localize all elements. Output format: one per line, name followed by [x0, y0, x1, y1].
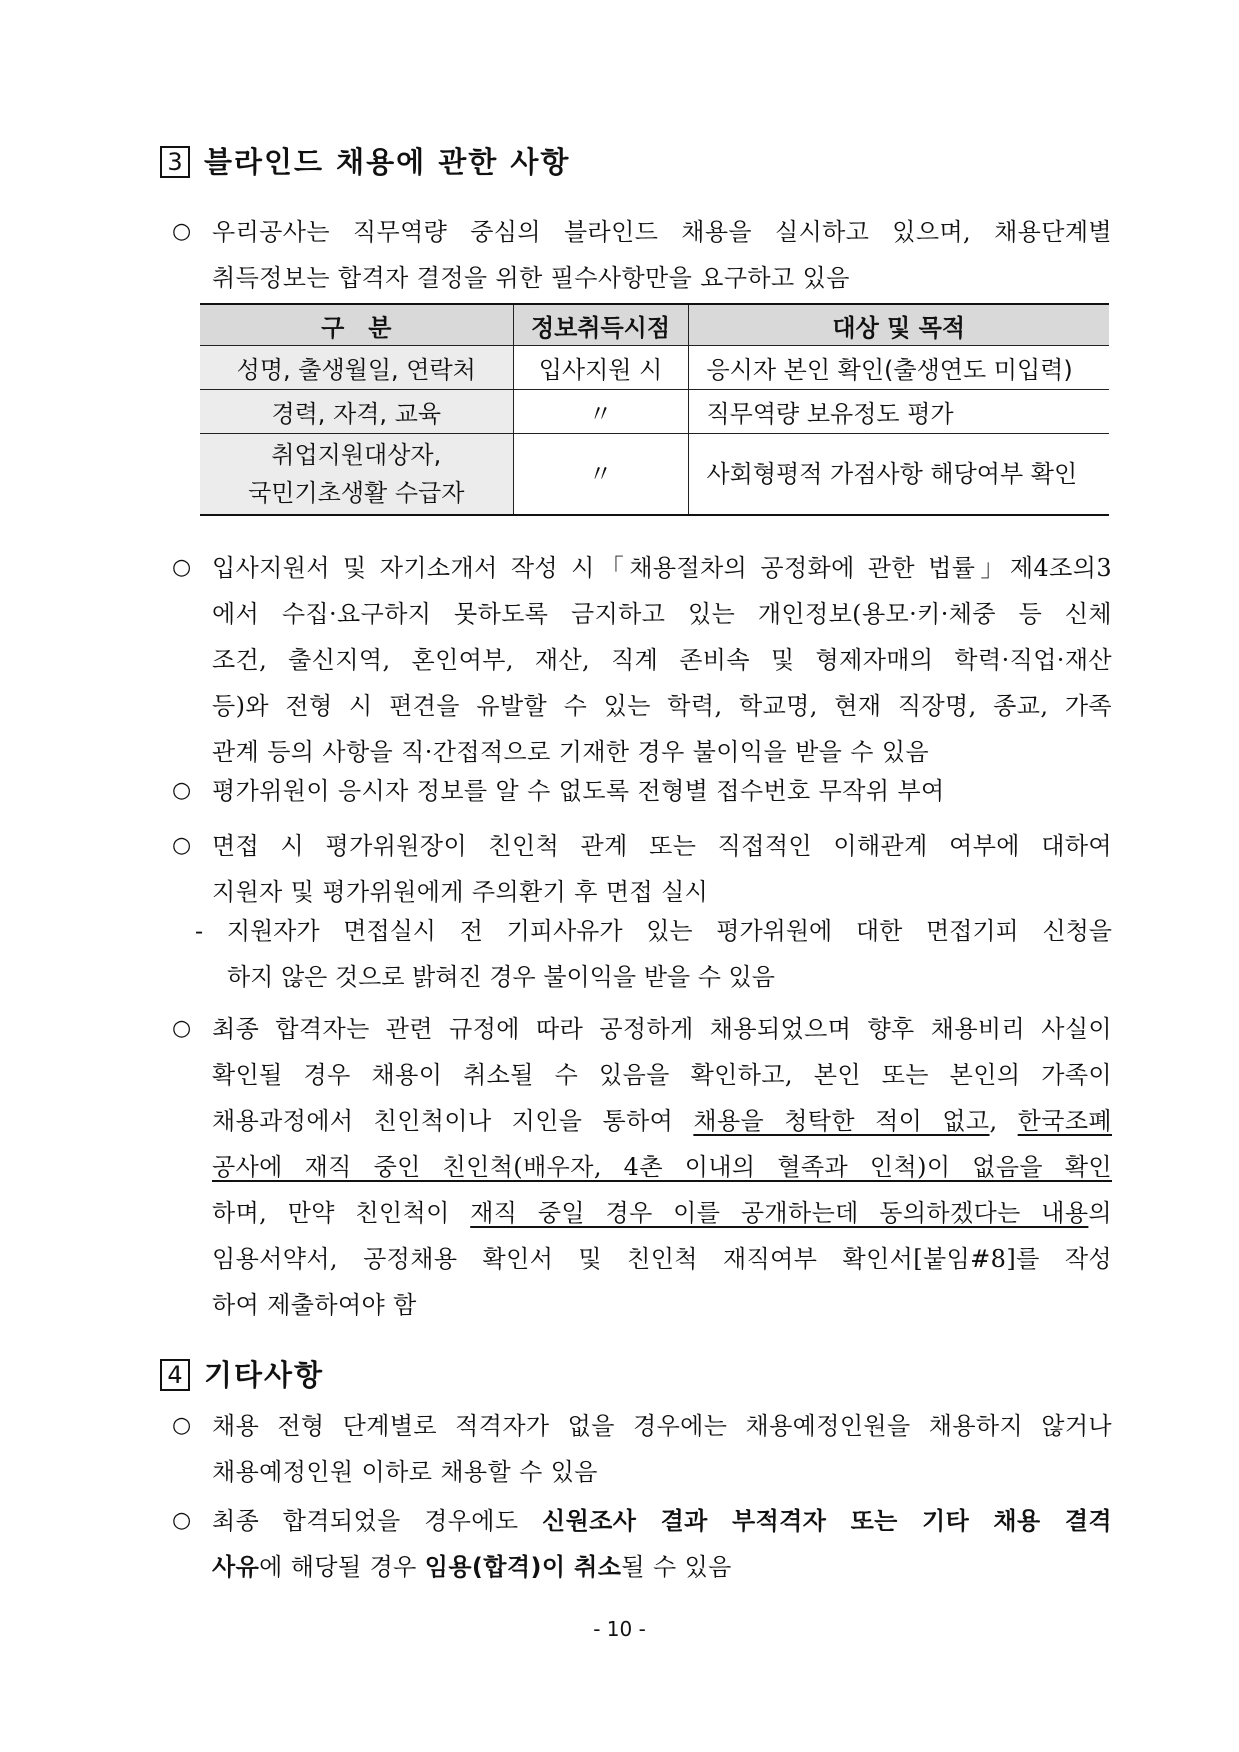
text-segment: 의	[1088, 1199, 1112, 1227]
cell-purpose: 사회형평적 가점사항 해당여부 확인	[688, 434, 1109, 516]
cell-category: 경력, 자격, 교육	[200, 390, 513, 434]
text-segment: 채용과정에서 친인척이나 지인을 통하여	[212, 1107, 694, 1135]
text-line: 최종 합격자는 관련 규정에 따라 공정하게 채용되었으며 향후 채용비리 사실이	[212, 1015, 1112, 1043]
section-4-number: 4	[160, 1359, 190, 1391]
text-line: 취득정보는 합격자 결정을 위한 필수사항만을 요구하고 있음	[212, 264, 850, 292]
no-qualified-paragraph	[172, 1403, 1112, 1495]
section-3-number: 3	[160, 146, 190, 178]
section-3-title: 블라인드 채용에 관한 사항	[204, 145, 571, 179]
underlined-text: 재직 중일 경우 이를 공개하는데 동의하겠다는 내용	[470, 1199, 1089, 1227]
text-line	[212, 1190, 1112, 1236]
bullet-circle-icon: ○	[172, 555, 192, 580]
table-row	[200, 434, 1109, 516]
intro-paragraph	[172, 209, 1112, 301]
table-header-row	[200, 304, 1109, 346]
section-4-heading	[160, 1353, 324, 1394]
text-line	[212, 1498, 1112, 1544]
bullet-circle-icon: ○	[172, 833, 192, 858]
text-segment: 하며, 만약 친인척이	[212, 1199, 471, 1227]
info-collection-table	[200, 303, 1109, 516]
text-line: 하여 제출하여야 함	[212, 1291, 417, 1319]
bullet-circle-icon: ○	[172, 1016, 192, 1041]
text-line: 채용 전형 단계별로 적격자가 없을 경우에는 채용예정인원을 채용하지 않거나	[212, 1412, 1112, 1440]
interview-sub-item	[195, 908, 1112, 1000]
cell-timing: 〃	[513, 390, 688, 434]
text-line: 평가위원이 응시자 정보를 알 수 없도록 전형별 접수번호 무작위 부여	[212, 777, 945, 805]
cancellation-paragraph	[172, 1498, 1112, 1590]
underlined-text: 한국조폐	[1017, 1107, 1112, 1135]
section-4-title: 기타사항	[204, 1358, 325, 1392]
text-line: 채용예정인원 이하로 채용할 수 있음	[212, 1458, 598, 1486]
cell-purpose: 직무역량 보유정도 평가	[688, 390, 1109, 434]
bold-text: 신원조사 결과 부적격자 또는 기타 채용 결격	[542, 1507, 1113, 1535]
bold-text: 임용(합격)이 취소	[424, 1553, 622, 1581]
page-number: - 10 -	[593, 1617, 646, 1641]
bullet-circle-icon: ○	[172, 1413, 192, 1438]
cell-category-line: 취업지원대상자,	[271, 441, 442, 469]
column-header-timing: 정보취득시점	[513, 304, 688, 346]
evaluator-anonymity-paragraph	[172, 768, 1112, 814]
personal-info-paragraph	[172, 545, 1112, 775]
bullet-circle-icon: ○	[172, 1508, 192, 1533]
bullet-circle-icon: ○	[172, 778, 192, 803]
text-segment: 될 수 있음	[621, 1553, 732, 1581]
text-line	[212, 1544, 1112, 1590]
text-line: 확인될 경우 채용이 취소될 수 있음을 확인하고, 본인 또는 본인의 가족이	[212, 1061, 1112, 1089]
text-line: - 지원자가 면접실시 전 기피사유가 있는 평가위원에 대한 면접기피 신청을	[195, 917, 1112, 945]
final-pass-paragraph	[172, 1006, 1112, 1328]
column-header-category: 구 분	[200, 304, 513, 346]
text-line: 지원자 및 평가위원에게 주의환기 후 면접 실시	[212, 878, 709, 906]
text-line: 하지 않은 것으로 밝혀진 경우 불이익을 받을 수 있음	[227, 963, 775, 991]
text-line: 에서 수집·요구하지 못하도록 금지하고 있는 개인정보(용모·키·체중 등 신체	[212, 600, 1112, 628]
text-segment: 에 해당될 경우	[259, 1553, 425, 1581]
text-line: 면접 시 평가위원장이 친인척 관계 또는 직접적인 이해관계 여부에 대하여	[212, 832, 1112, 860]
column-header-purpose: 대상 및 목적	[688, 304, 1109, 346]
text-line: 관계 등의 사항을 직·간접적으로 기재한 경우 불이익을 받을 수 있음	[212, 738, 930, 766]
text-line: 임용서약서, 공정채용 확인서 및 친인척 재직여부 확인서[붙임#8]를 작성	[212, 1245, 1112, 1273]
cell-purpose: 응시자 본인 확인(출생연도 미입력)	[688, 346, 1109, 390]
text-line: 등)와 전형 시 편견을 유발할 수 있는 학력, 학교명, 현재 직장명, 종교, 가족	[212, 692, 1112, 720]
cell-timing: 〃	[513, 434, 688, 516]
underlined-text: 공사에 재직 중인 친인척(배우자, 4촌 이내의 혈족과 인척)이 없음을 확인	[212, 1153, 1112, 1181]
table-row	[200, 346, 1109, 390]
interview-paragraph	[172, 823, 1112, 915]
cell-category-line: 국민기초생활 수급자	[248, 479, 465, 507]
cell-category: 성명, 출생월일, 연락처	[200, 346, 513, 390]
text-line: 우리공사는 직무역량 중심의 블라인드 채용을 실시하고 있으며, 채용단계별	[212, 218, 1112, 246]
table-row	[200, 390, 1109, 434]
cell-timing: 입사지원 시	[513, 346, 688, 390]
text-line: 입사지원서 및 자기소개서 작성 시「채용절차의 공정화에 관한 법률」제4조의3	[212, 554, 1112, 582]
section-3-heading	[160, 140, 570, 181]
text-line	[212, 1098, 1112, 1144]
text-segment: ,	[989, 1107, 1018, 1135]
text-line: 조건, 출신지역, 혼인여부, 재산, 직계 존비속 및 형제자매의 학력·직업·재산	[212, 646, 1112, 674]
text-segment: 최종 합격되었을 경우에도	[212, 1507, 542, 1535]
cell-category	[200, 434, 513, 516]
bold-text: 사유	[212, 1553, 260, 1581]
bullet-circle-icon: ○	[172, 219, 192, 244]
underlined-text: 채용을 청탁한 적이 없고	[693, 1107, 990, 1135]
